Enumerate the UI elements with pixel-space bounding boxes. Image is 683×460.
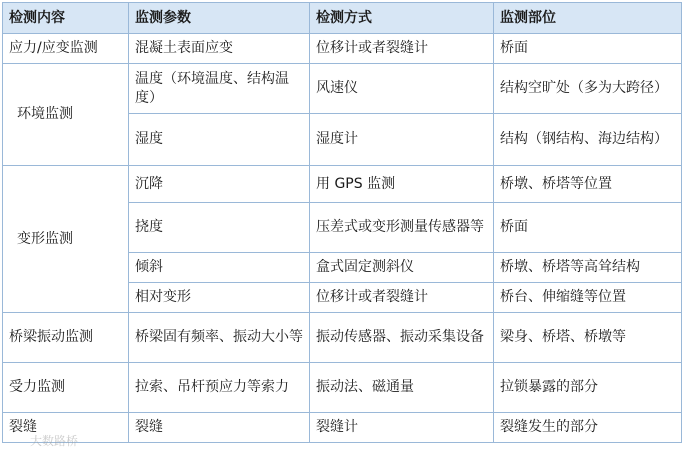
cell-method: 振动传感器、振动采集设备: [310, 313, 494, 363]
cell-location: 桥墩、桥塔等位置: [494, 166, 682, 203]
cell-param: 挠度: [129, 203, 310, 253]
cell-category: 受力监测: [3, 363, 129, 413]
cell-location: 桥墩、桥塔等高耸结构: [494, 253, 682, 283]
cell-method: 用 GPS 监测: [310, 166, 494, 203]
cell-category: 裂缝: [3, 413, 129, 443]
cell-method: 压差式或变形测量传感器等: [310, 203, 494, 253]
cell-param: 裂缝: [129, 413, 310, 443]
cell-location: 桥台、伸缩缝等位置: [494, 283, 682, 313]
cell-category: 变形监测: [3, 166, 129, 313]
cell-category: 环境监测: [3, 64, 129, 166]
cell-param: 温度（环境温度、结构温度）: [129, 64, 310, 114]
cell-category: 桥梁振动监测: [3, 313, 129, 363]
cell-location: 结构（钢结构、海边结构）: [494, 114, 682, 166]
cell-location: 拉锁暴露的部分: [494, 363, 682, 413]
cell-method: 风速仪: [310, 64, 494, 114]
header-method: 检测方式: [310, 3, 494, 34]
cell-method: 振动法、磁通量: [310, 363, 494, 413]
cell-location: 梁身、桥塔、桥墩等: [494, 313, 682, 363]
header-category: 检测内容: [3, 3, 129, 34]
table-row: [3, 413, 682, 443]
cell-param: 混凝土表面应变: [129, 34, 310, 64]
cell-param: 拉索、吊杆预应力等索力: [129, 363, 310, 413]
cell-location: 裂缝发生的部分: [494, 413, 682, 443]
cell-method: 盒式固定测斜仪: [310, 253, 494, 283]
cell-category: 应力/应变监测: [3, 34, 129, 64]
cell-location: 桥面: [494, 203, 682, 253]
header-param: 监测参数: [129, 3, 310, 34]
cell-param: 桥梁固有频率、振动大小等: [129, 313, 310, 363]
cell-location: 桥面: [494, 34, 682, 64]
watermark: 大数路桥: [30, 434, 79, 448]
cell-param: 倾斜: [129, 253, 310, 283]
cell-method: 裂缝计: [310, 413, 494, 443]
cell-param: 沉降: [129, 166, 310, 203]
cell-method: 位移计或者裂缝计: [310, 34, 494, 64]
table-row: [3, 166, 682, 203]
table-row: [3, 363, 682, 413]
header-location: 监测部位: [494, 3, 682, 34]
table-row: [3, 64, 682, 114]
cell-method: 湿度计: [310, 114, 494, 166]
cell-param: 相对变形: [129, 283, 310, 313]
table-row: [3, 34, 682, 64]
cell-method: 位移计或者裂缝计: [310, 283, 494, 313]
cell-param: 湿度: [129, 114, 310, 166]
header-row: [3, 3, 682, 34]
monitoring-table: [2, 2, 682, 443]
table-row: [3, 313, 682, 363]
cell-location: 结构空旷处（多为大跨径）: [494, 64, 682, 114]
